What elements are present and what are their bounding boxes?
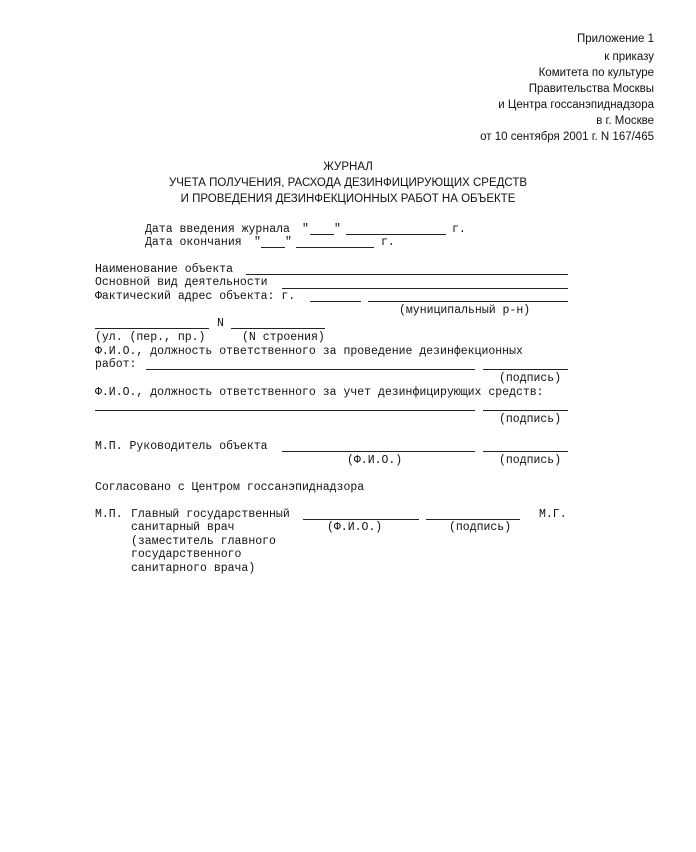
head-signature-line[interactable]: [483, 451, 568, 452]
head-fio-hint: (Ф.И.О.): [347, 454, 403, 467]
start-date-label: Дата введения журнала: [145, 223, 290, 236]
start-date-day-line[interactable]: [310, 234, 334, 235]
disinfection-signature-line[interactable]: [483, 369, 568, 370]
end-date-day-line[interactable]: [261, 247, 285, 248]
chief-signature-hint: (подпись): [449, 521, 512, 534]
approval-label: Согласовано с Центром госсанэпиднадзора: [95, 481, 365, 494]
mg-label: М.Г.: [539, 508, 567, 521]
chief-signature-line[interactable]: [426, 519, 520, 520]
head-signature-hint: (подпись): [499, 454, 562, 467]
appendix-line-2: к приказу: [604, 51, 654, 63]
start-date-month-line[interactable]: [346, 234, 446, 235]
end-date-month-line[interactable]: [296, 247, 374, 248]
document-title: ЖУРНАЛ: [323, 161, 373, 173]
activity-line[interactable]: [282, 288, 568, 289]
disinfection-responsible-label-2: работ:: [95, 358, 137, 371]
building-hint: (N строения): [242, 331, 325, 344]
accounting-responsible-label: Ф.И.О., должность ответственного за учет дезинфицирующих средств:: [95, 386, 544, 399]
end-date-year-suffix: г.: [381, 236, 395, 249]
end-date-quote-close: ": [285, 236, 292, 249]
accounting-signature-line[interactable]: [483, 410, 568, 411]
appendix-line-1: Приложение 1: [576, 33, 654, 45]
object-name-line[interactable]: [246, 274, 568, 275]
document-subtitle-2: И ПРОВЕДЕНИЯ ДЕЗИНФЕКЦИОННЫХ РАБОТ НА ОБЪЕКТЕ: [180, 193, 516, 205]
street-line[interactable]: [95, 328, 209, 329]
start-date-year-suffix: г.: [452, 223, 466, 236]
approval-stamp-label: М.П.: [95, 508, 123, 521]
appendix-line-4: Правительства Москвы: [528, 83, 654, 95]
appendix-line-7: от 10 сентября 2001 г. N 167/465: [480, 131, 654, 143]
chief-doctor-line-4: государственного: [131, 548, 242, 561]
accounting-responsible-line[interactable]: [95, 410, 475, 411]
disinfection-signature-hint: (подпись): [499, 372, 562, 385]
start-date-quote-open: ": [302, 223, 309, 236]
appendix-line-6: в г. Москве: [596, 115, 654, 127]
chief-fio-line[interactable]: [303, 519, 419, 520]
address-label: Фактический адрес объекта: г.: [95, 290, 296, 303]
activity-label: Основной вид деятельности: [95, 276, 268, 289]
accounting-signature-hint: (подпись): [499, 413, 562, 426]
object-name-label: Наименование объекта: [95, 263, 234, 276]
chief-doctor-line-3: (заместитель главного: [131, 535, 276, 548]
disinfection-responsible-line[interactable]: [146, 369, 475, 370]
address-district-line[interactable]: [368, 301, 568, 302]
chief-doctor-line-1: Главный государственный: [131, 508, 290, 521]
address-city-line[interactable]: [310, 301, 361, 302]
head-fio-line[interactable]: [282, 451, 475, 452]
document-subtitle-1: УЧЕТА ПОЛУЧЕНИЯ, РАСХОДА ДЕЗИНФИЦИРУЮЩИХ СРЕДСТВ: [168, 177, 528, 189]
chief-doctor-line-2: санитарный врач: [131, 521, 235, 534]
street-hint: (ул. (пер., пр.): [95, 331, 206, 344]
appendix-line-5: и Центра госсанэпиднадзора: [498, 99, 654, 111]
end-date-label: Дата окончания: [145, 236, 242, 249]
start-date-quote-close: ": [334, 223, 341, 236]
building-number-line[interactable]: [231, 328, 325, 329]
chief-doctor-line-5: санитарного врача): [131, 562, 256, 575]
appendix-line-3: Комитета по культуре: [538, 67, 654, 79]
disinfection-responsible-label: Ф.И.О., должность ответственного за проведение дезинфекционных: [95, 345, 523, 358]
building-number-label: N: [217, 317, 224, 330]
head-of-object-label: М.П. Руководитель объекта: [95, 440, 268, 453]
district-hint: (муниципальный р-н): [399, 304, 531, 317]
end-date-quote-open: ": [254, 236, 261, 249]
chief-fio-hint: (Ф.И.О.): [327, 521, 383, 534]
